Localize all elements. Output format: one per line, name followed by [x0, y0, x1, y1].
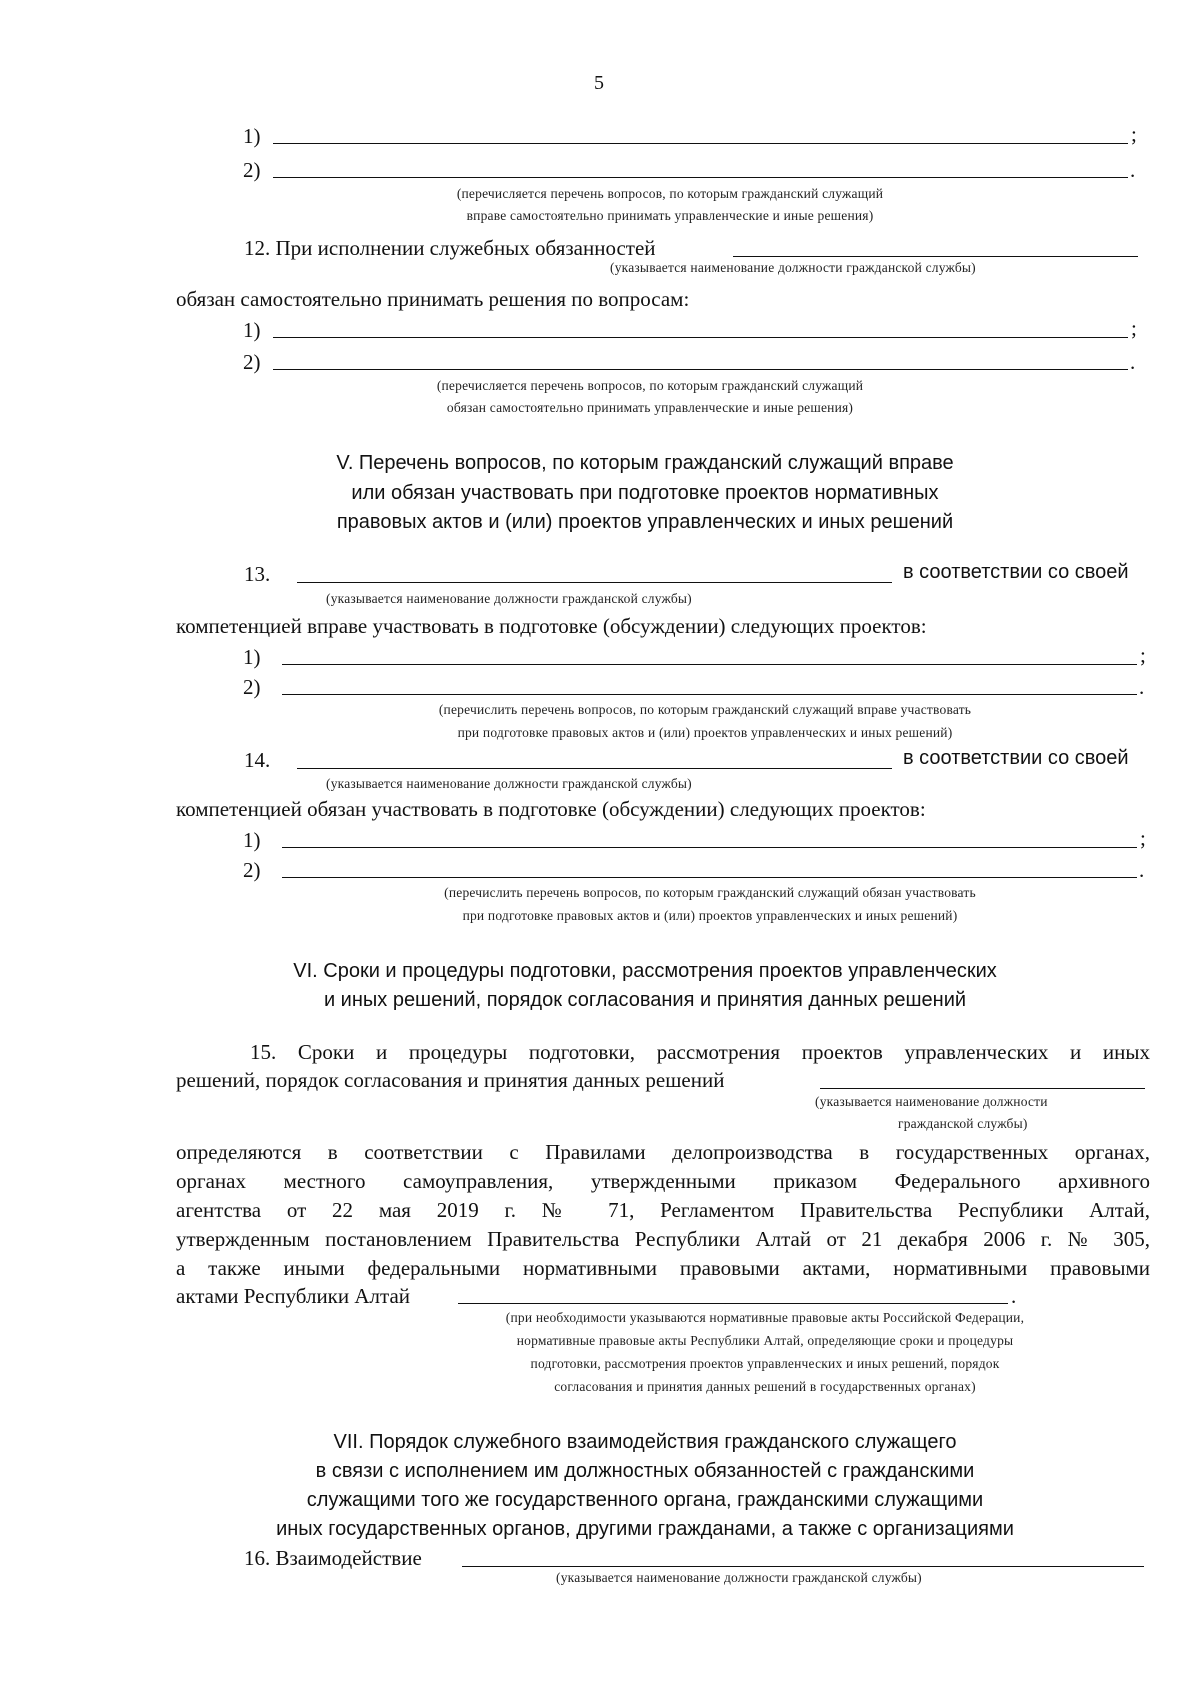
s14-item-1-end: ;	[1140, 826, 1146, 850]
s15-note-line-4: согласования и принятия данных решений в государственных органах)	[554, 1379, 976, 1394]
s15-paragraph-line-2: органах местного самоуправления, утвержденными приказом Федерального архивного	[176, 1169, 1150, 1193]
s11-item-2-end: .	[1130, 158, 1136, 182]
s13-item-1-blank	[282, 664, 1137, 665]
s14-tail: в соответствии со своей	[903, 747, 1129, 769]
s12-note-line-2: обязан самостоятельно принимать управленческие и иные решения)	[446, 400, 854, 415]
s11-item-2-blank	[273, 177, 1128, 178]
s11-item-1-blank	[273, 143, 1128, 144]
page-number: 5	[594, 72, 604, 94]
s15-note-line-3: подготовки, рассмотрения проектов управленческих и иных решений, порядок	[530, 1356, 1000, 1371]
s14-position-blank	[297, 768, 892, 769]
s12-item-1-number: 1)	[243, 318, 261, 342]
s16-position-note: (указывается наименование должности гражданской службы)	[556, 1570, 922, 1585]
s13-item-2-number: 2)	[243, 675, 261, 699]
s12-note-line-1: (перечисляется перечень вопросов, по которым гражданский служащий	[436, 378, 864, 393]
s14-item-1-number: 1)	[243, 828, 261, 852]
section-5-title-line-2: или обязан участвовать при подготовке проектов нормативных	[351, 482, 939, 504]
s13-item-2-blank	[282, 694, 1137, 695]
s14-note-line-1: (перечислить перечень вопросов, по которым гражданский служащий обязан участвовать	[444, 885, 976, 900]
s13-position-blank	[297, 582, 892, 583]
s14-note-line-2: при подготовке правовых актов и (или) проектов управленческих и иных решений)	[462, 908, 958, 923]
s14-item-2-blank	[282, 877, 1137, 878]
section-5-title-line-3: правовых актов и (или) проектов управленческих и иных решений	[336, 511, 954, 533]
s12-item-2-blank	[273, 369, 1128, 370]
s15-paragraph-line-3: агентства от 22 мая 2019 г. № 71, Регламентом Правительства Республики Алтай,	[176, 1198, 1150, 1222]
section-5-title-line-1: V. Перечень вопросов, по которым гражданский служащий вправе	[336, 452, 954, 474]
section-7-title-line-2: в связи с исполнением им должностных обязанностей с гражданскими	[315, 1460, 975, 1482]
s16-intro: 16. Взаимодействие	[244, 1546, 422, 1570]
s13-item-1-end: ;	[1140, 643, 1146, 667]
s14-continuation: компетенцией обязан участвовать в подготовке (обсуждении) следующих проектов:	[176, 797, 926, 821]
s15-acts-end: .	[1011, 1284, 1017, 1308]
s15-paragraph-line-6: актами Республики Алтай	[176, 1284, 411, 1308]
s15-position-note-line-2: гражданской службы)	[898, 1116, 1028, 1131]
s11-item-2-number: 2)	[243, 158, 261, 182]
s15-note-line-2: нормативные правовые акты Республики Алтай, определяющие сроки и процедуры	[516, 1333, 1014, 1348]
s13-note-line-2: при подготовке правовых актов и (или) проектов управленческих и иных решений)	[457, 725, 953, 740]
s12-item-1-blank	[273, 337, 1128, 338]
s15-line-2: решений, порядок согласования и принятия данных решений	[176, 1068, 725, 1092]
s12-item-1-end: ;	[1131, 316, 1137, 340]
s15-position-blank	[820, 1088, 1145, 1089]
s15-position-note-line-1: (указывается наименование должности	[815, 1094, 1048, 1109]
s11-item-1-number: 1)	[243, 124, 261, 148]
s12-position-note: (указывается наименование должности гражданской службы)	[610, 260, 976, 275]
section-7-title-line-4: иных государственных органов, другими гражданами, а также с организациями	[276, 1518, 1014, 1540]
s15-note-line-1: (при необходимости указываются нормативные правовые акты Российской Федерации,	[505, 1310, 1025, 1325]
s11-note-line-2: вправе самостоятельно принимать управленческие и иные решения)	[466, 208, 874, 223]
s11-item-1-end: ;	[1131, 122, 1137, 146]
s14-item-2-number: 2)	[243, 858, 261, 882]
section-7-title-line-3: служащими того же государственного органа, гражданскими служащими	[306, 1489, 984, 1511]
s11-note-line-1: (перечисляется перечень вопросов, по которым гражданский служащий	[456, 186, 884, 201]
s15-line-1: 15. Сроки и процедуры подготовки, рассмотрения проектов управленческих и иных	[250, 1040, 1150, 1064]
s15-paragraph-line-1: определяются в соответствии с Правилами делопроизводства в государственных органах,	[176, 1140, 1150, 1164]
s13-position-note: (указывается наименование должности гражданской службы)	[326, 591, 692, 606]
s14-number: 14.	[244, 748, 271, 772]
s13-number: 13.	[244, 562, 271, 586]
s13-note-line-1: (перечислить перечень вопросов, по которым гражданский служащий вправе участвовать	[438, 702, 972, 717]
s12-item-2-end: .	[1130, 350, 1136, 374]
s14-item-1-blank	[282, 847, 1137, 848]
s15-acts-blank	[458, 1303, 1008, 1304]
section-6-title-line-2: и иных решений, порядок согласования и принятия данных решений	[323, 989, 967, 1011]
s12-continuation: обязан самостоятельно принимать решения по вопросам:	[176, 287, 690, 311]
section-6-title-line-1: VI. Сроки и процедуры подготовки, рассмотрения проектов управленческих	[293, 960, 997, 982]
s15-paragraph-line-5: а также иными федеральными нормативными правовыми актами, нормативными правовыми	[176, 1256, 1150, 1280]
s12-position-blank	[733, 256, 1138, 257]
s16-position-blank	[462, 1566, 1144, 1567]
s13-tail: в соответствии со своей	[903, 561, 1129, 583]
s14-item-2-end: .	[1139, 858, 1145, 882]
section-7-title-line-1: VII. Порядок служебного взаимодействия гражданского служащего	[333, 1431, 957, 1453]
s15-paragraph-line-4: утвержденным постановлением Правительства Республики Алтай от 21 декабря 2006 г. № 305,	[176, 1227, 1150, 1251]
s14-position-note: (указывается наименование должности гражданской службы)	[326, 776, 692, 791]
s13-item-2-end: .	[1139, 675, 1145, 699]
s13-item-1-number: 1)	[243, 645, 261, 669]
s12-item-2-number: 2)	[243, 350, 261, 374]
s13-continuation: компетенцией вправе участвовать в подготовке (обсуждении) следующих проектов:	[176, 614, 927, 638]
s12-intro: 12. При исполнении служебных обязанностей	[244, 236, 656, 260]
